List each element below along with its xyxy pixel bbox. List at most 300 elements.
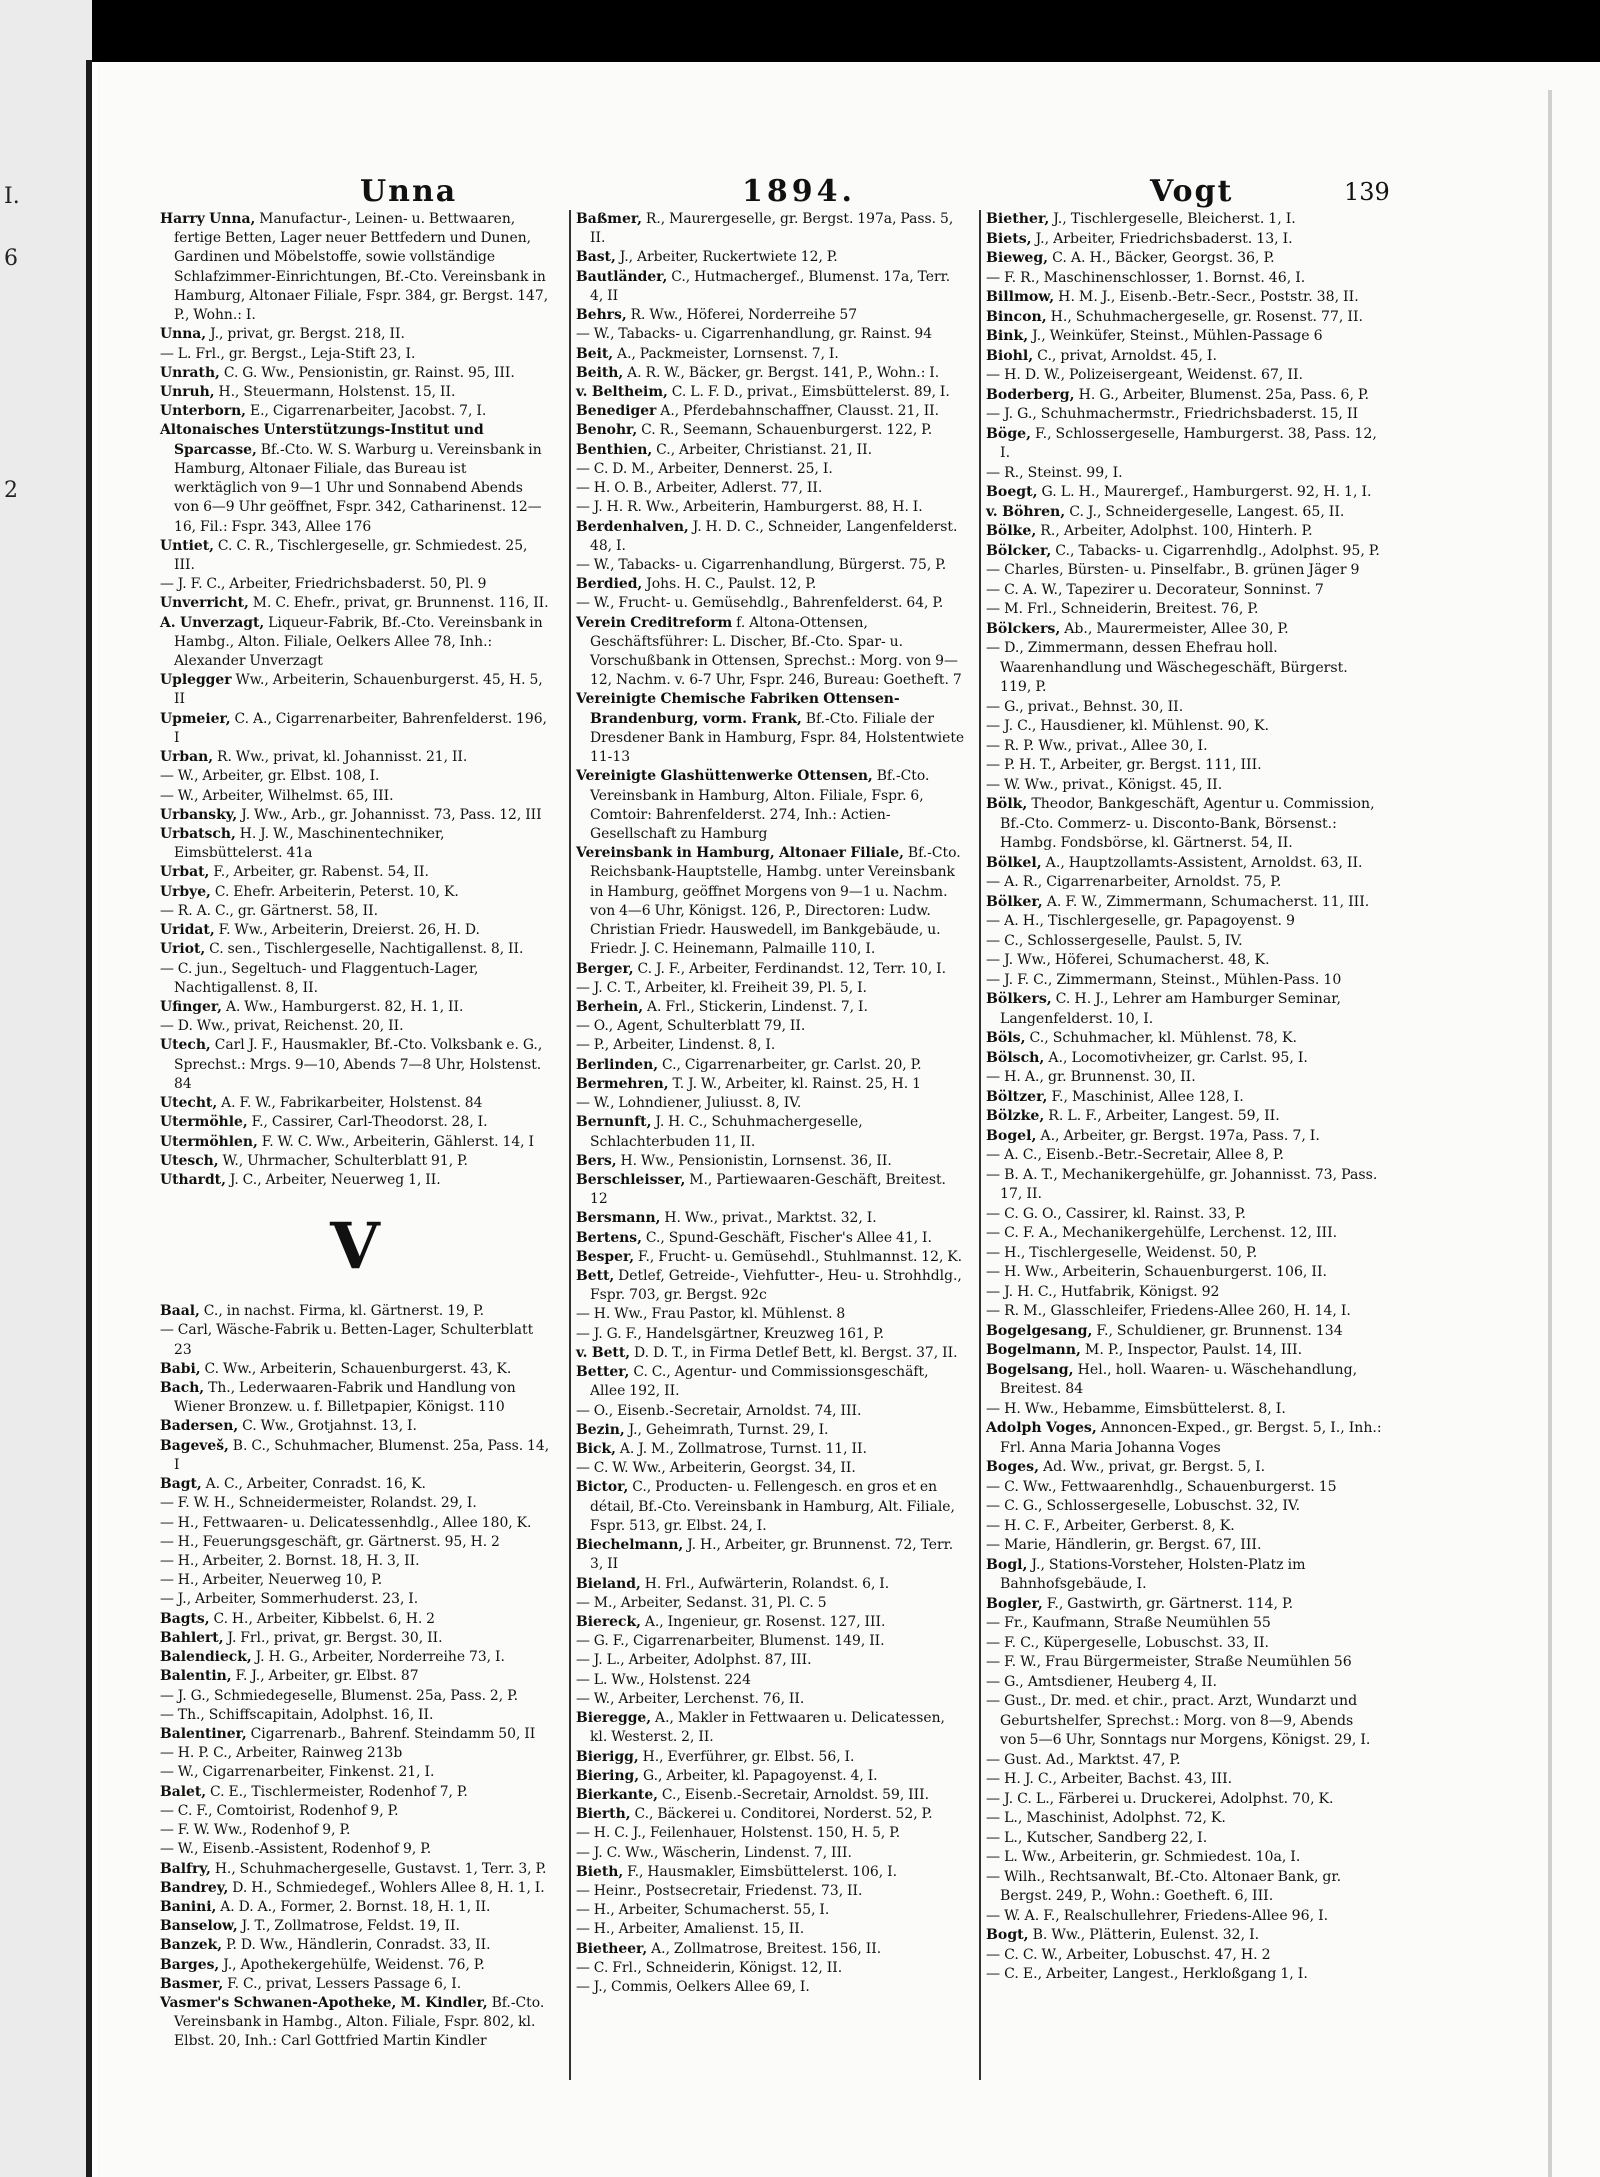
entry-name: Bogelgesang, <box>986 1322 1093 1339</box>
entry-details: — H. C. F., Arbeiter, Gerberst. 8, K. <box>986 1517 1235 1534</box>
entry-name: Banselow, <box>160 1918 238 1935</box>
directory-entry <box>576 1863 966 1882</box>
directory-entry <box>160 1514 550 1533</box>
entry-name: Banini, <box>160 1898 217 1915</box>
entry-details: F. W. C. Ww., Arbeiterin, Gählerst. 14, I <box>261 1133 534 1150</box>
entry-name: Altonaisches Unterstützungs-Institut und Sparcasse, <box>160 422 484 458</box>
directory-entry <box>576 518 966 556</box>
entry-details: — Wilh., Rechtsanwalt, Bf.-Cto. Altonaer Bank, gr. Bergst. 249, P., Wohn.: Goetheft. 6, III. <box>986 1868 1342 1904</box>
directory-entry <box>576 1632 966 1651</box>
entry-details: — J. H. R. Ww., Arbeiterin, Hamburgerst. 88, H. I. <box>576 499 923 516</box>
entry-name: v. Bett, <box>576 1344 631 1361</box>
directory-entry <box>986 990 1382 1029</box>
directory-entry <box>160 1017 550 1036</box>
entry-details: F. J., Arbeiter, gr. Elbst. 87 <box>235 1668 419 1685</box>
entry-details: — C. E., Arbeiter, Langest., Herkloßgang 1, I. <box>986 1966 1308 1982</box>
directory-entry <box>986 737 1382 757</box>
entry-name: Biohl, <box>986 347 1034 364</box>
column-3 <box>986 210 1382 1985</box>
directory-entry <box>576 1671 966 1690</box>
entry-details: A., Pferdebahnschaffner, Clausst. 21, II. <box>660 403 940 420</box>
scan-border-top <box>0 0 1600 62</box>
directory-entry <box>160 1437 550 1475</box>
entry-details: Detlef, Getreide-, Viehfutter-, Heu- u. Strohhdlg., Fspr. 703, gr. Bergst. 92c <box>590 1268 962 1304</box>
entry-details: — O., Agent, Schulterblatt 79, II. <box>576 1018 806 1035</box>
entry-details: Ad. Ww., privat, gr. Bergst. 5, I. <box>1042 1459 1266 1475</box>
directory-entry <box>576 1940 966 1959</box>
page-right-edge <box>1548 90 1552 2177</box>
directory-entry <box>986 912 1382 932</box>
entry-details: R. Ww., Höferei, Norderreihe 57 <box>630 307 858 324</box>
directory-entry <box>576 594 966 613</box>
entry-details: — Heinr., Postsecretair, Friedenst. 73, II. <box>576 1883 863 1900</box>
entry-details: C. Ww., Grotjahnst. 13, I. <box>242 1418 417 1435</box>
entry-name: Biereck, <box>576 1613 641 1630</box>
entry-name: Behrs, <box>576 307 627 324</box>
directory-entry <box>986 1283 1382 1303</box>
directory-entry <box>160 1094 550 1113</box>
directory-entry <box>160 863 550 882</box>
directory-entry <box>160 421 550 536</box>
directory-entry <box>576 460 966 479</box>
entry-details: — H. Ww., Hebamme, Eimsbüttelerst. 8, I. <box>986 1400 1286 1417</box>
directory-entry <box>160 575 550 594</box>
margin-mark: 2 <box>4 478 18 503</box>
entry-details: C., in nachst. Firma, kl. Gärtnerst. 19, P. <box>203 1303 485 1320</box>
entry-details: H., Everführer, gr. Elbst. 56, I. <box>642 1748 855 1765</box>
directory-entry <box>160 1975 550 1994</box>
entry-name: Bach, <box>160 1380 205 1397</box>
directory-entry <box>576 690 966 767</box>
directory-entry <box>160 787 550 806</box>
entry-name: Bölsch, <box>986 1049 1045 1066</box>
directory-entry <box>160 1725 550 1744</box>
entry-details: Annoncen-Exped., gr. Bergst. 5, I., Inh.: Frl. Anna Maria Johanna Voges <box>1000 1420 1382 1456</box>
entry-name: Bagt, <box>160 1476 202 1493</box>
entry-name: v. Beltheim, <box>576 383 668 400</box>
entry-name: Bölk, <box>986 796 1028 812</box>
directory-entry <box>576 498 966 517</box>
directory-entry <box>986 893 1382 913</box>
directory-entry <box>160 940 550 959</box>
entry-details: — J. L., Arbeiter, Adolphst. 87, III. <box>576 1652 812 1669</box>
directory-entry <box>576 1363 966 1401</box>
entry-details: — C. jun., Segeltuch- und Flaggentuch-Lager, Nachtigallenst. 8, II. <box>160 960 479 996</box>
entry-name: Urbatsch, <box>160 826 236 842</box>
entry-details: Bf.-Cto. Filiale der Dresdener Bank in Hamburg, Fspr. 84, Holstentwiete 11-13 <box>590 710 965 766</box>
entry-details: C., Eisenb.-Secretair, Arnoldst. 59, III. <box>661 1786 930 1803</box>
entry-details: A. Ww., Hamburgerst. 82, H. 1, II. <box>225 998 464 1015</box>
entry-details: — L. Ww., Arbeiterin, gr. Schmiedest. 10a, I. <box>986 1849 1301 1865</box>
entry-name: Benohr, <box>576 422 638 439</box>
entry-name: Böltzer, <box>986 1088 1048 1105</box>
entry-name: Bink, <box>986 328 1029 344</box>
directory-entry <box>986 932 1382 952</box>
directory-entry <box>986 1517 1382 1537</box>
entry-details: — J. G., Schmiedegeselle, Blumenst. 25a, Pass. 2, P. <box>160 1687 519 1704</box>
entry-details: — C. W. Ww., Arbeiterin, Georgst. 34, II. <box>576 1460 856 1477</box>
entry-name: Böge, <box>986 425 1032 442</box>
entry-details: C. Ww., Arbeiterin, Schauenburgerst. 43, K. <box>204 1360 512 1377</box>
directory-entry <box>986 1400 1382 1420</box>
entry-name: Bogel, <box>986 1127 1037 1144</box>
entry-details: A., Arbeiter, gr. Bergst. 197a, Pass. 7, I. <box>1040 1127 1320 1144</box>
entry-name: Vereinsbank in Hamburg, Altonaer Filiale, <box>576 845 904 862</box>
directory-entry <box>160 1936 550 1955</box>
directory-entry <box>986 1322 1382 1342</box>
entry-name: Harry Unna, <box>160 211 256 227</box>
entry-name: Bandrey, <box>160 1879 229 1896</box>
directory-entry <box>576 1844 966 1863</box>
entry-details: H. G., Arbeiter, Blumenst. 25a, Pass. 6, P. <box>1078 386 1370 403</box>
directory-entry <box>986 1478 1382 1498</box>
entry-details: A. C., Arbeiter, Conradst. 16, K. <box>205 1476 426 1493</box>
entry-details: — W., Cigarrenarbeiter, Finkenst. 21, I. <box>160 1764 435 1781</box>
entry-details: — B. A. T., Mechanikergehülfe, gr. Johannisst. 73, Pass. 17, II. <box>986 1166 1378 1202</box>
column-rule <box>569 210 571 2080</box>
entry-details: J. H., Arbeiter, gr. Brunnenst. 72, Terr. 3, II <box>590 1537 954 1573</box>
directory-entry <box>986 522 1382 542</box>
entry-name: Badersen, <box>160 1418 239 1435</box>
directory-entry <box>986 717 1382 737</box>
directory-entry <box>986 1166 1382 1205</box>
directory-entry <box>986 873 1382 893</box>
directory-entry <box>160 1379 550 1417</box>
entry-name: Urban, <box>160 749 214 766</box>
entry-name: Bölkel, <box>986 854 1042 871</box>
directory-entry <box>160 1302 550 1321</box>
entry-name: Berdenhalven, <box>576 518 689 535</box>
entry-details: B. C., Schuhmacher, Blumenst. 25a, Pass. 14, I <box>174 1437 550 1473</box>
entry-details: — H. A., gr. Brunnenst. 30, II. <box>986 1069 1196 1085</box>
directory-entry <box>576 1075 966 1094</box>
directory-entry <box>986 1088 1382 1108</box>
entry-name: Urbansky, <box>160 806 238 823</box>
directory-entry <box>160 1763 550 1782</box>
entry-name: Bölke, <box>986 523 1037 539</box>
entry-name: Balfry, <box>160 1860 211 1877</box>
directory-entry <box>986 1341 1382 1361</box>
directory-entry <box>986 503 1382 523</box>
entry-name: Bieth, <box>576 1863 624 1880</box>
entry-details: — W. Ww., privat., Königst. 45, II. <box>986 776 1223 793</box>
directory-entry <box>576 1920 966 1939</box>
directory-entry <box>986 951 1382 971</box>
entry-details: Ab., Maurermeister, Allee 30, P. <box>1064 620 1289 637</box>
entry-name: Beit, <box>576 345 614 362</box>
entry-name: Verein Creditreform <box>576 614 733 631</box>
entry-details: f. Altona-Ottensen, Geschäftsführer: L. Discher, Bf.-Cto. Spar- u. Vorschußbank in Ottensen, Sprechst.: Morg. von 9—12, Nachm. v. 6-7 Uhr, Fspr. 246, Bureau: Goetheft. 7 <box>590 614 962 689</box>
directory-entry <box>576 248 966 267</box>
directory-entry <box>160 1994 550 2052</box>
entry-name: Utesch, <box>160 1152 219 1169</box>
entry-details: F., Arbeiter, gr. Rabenst. 54, II. <box>213 864 429 881</box>
directory-entry <box>576 1171 966 1209</box>
entry-details: — H., Tischlergeselle, Weidenst. 50, P. <box>986 1244 1258 1261</box>
entry-details: C., Cigarrenarbeiter, gr. Carlst. 20, P. <box>661 1056 922 1073</box>
entry-name: Berschleisser, <box>576 1171 686 1188</box>
entry-name: Beith, <box>576 364 624 381</box>
entry-details: — H., Fettwaaren- u. Delicatessenhdlg., Allee 180, K. <box>160 1514 532 1531</box>
directory-entry <box>160 1321 550 1359</box>
entry-name: Urbat, <box>160 864 210 881</box>
directory-entry <box>986 1653 1382 1673</box>
entry-details: — Gust., Dr. med. et chir., pract. Arzt, Wundarzt und Geburtshelfer, Sprechst.: Morg. von 8—9, Abends von 5—6 Uhr, Sonntags nur Morgens, Königst. 29, I. <box>986 1693 1371 1748</box>
entry-details: — J. C., Hausdiener, kl. Mühlenst. 90, K. <box>986 718 1270 734</box>
directory-entry <box>160 748 550 767</box>
entry-details: — M. Frl., Schneiderin, Breitest. 76, P. <box>986 601 1259 617</box>
entry-details: C. G. Ww., Pensionistin, gr. Rainst. 95, III. <box>223 364 515 381</box>
directory-entry <box>986 327 1382 347</box>
directory-entry <box>986 249 1382 269</box>
entry-name: Bogt, <box>986 1927 1029 1943</box>
directory-entry <box>576 1152 966 1171</box>
entry-details: C., privat, Arnoldst. 45, I. <box>1037 347 1217 364</box>
entry-details: J., Apothekergehülfe, Weidenst. 76, P. <box>223 1956 485 1973</box>
directory-entry <box>160 902 550 921</box>
directory-entry <box>986 1673 1382 1693</box>
entry-name: Boderberg, <box>986 386 1075 403</box>
entry-details: Bf.-Cto. Reichsbank-Hauptstelle, Hambg. unter Vereinsbank in Hamburg, geöffnet Morgens von 9—1 u. Nachm. von 4—6 Uhr, Königst. 126, P., Directoren: Ludw. Christian Friedr. Hauswedell, im Bankgebäude, u. Friedr. J. C. Heinemann, Palmaille 110, I. <box>590 845 961 958</box>
entry-details: C., Producten- u. Fellengesch. en gros et en détail, Bf.-Cto. Vereinsbank in Hamburg, Alt. Filiale, Fspr. 513, gr. Elbst. 24, I. <box>590 1479 955 1534</box>
directory-entry <box>576 325 966 344</box>
directory-entry <box>160 1533 550 1552</box>
entry-details: — D. Ww., privat, Reichenst. 20, II. <box>160 1018 404 1035</box>
directory-entry <box>986 971 1382 991</box>
entry-name: Urbye, <box>160 883 211 900</box>
entry-details: — J., Commis, Oelkers Allee 69, I. <box>576 1979 810 1996</box>
page-binding-shadow <box>86 60 92 2177</box>
entry-name: Untiet, <box>160 537 214 554</box>
entry-details: — G., Amtsdiener, Heuberg 4, II. <box>986 1673 1217 1690</box>
entry-details: H., Schuhmachergeselle, gr. Rosenst. 77, II. <box>1050 308 1363 325</box>
directory-entry <box>576 1594 966 1613</box>
entry-details: H. Ww., privat., Marktst. 32, I. <box>664 1210 877 1227</box>
directory-entry <box>576 364 966 383</box>
directory-entry <box>986 1419 1382 1458</box>
entry-details: — L., Maschinist, Adolphst. 72, K. <box>986 1810 1226 1826</box>
directory-entry <box>160 883 550 902</box>
entry-details: F. C., privat, Lessers Passage 6, I. <box>227 1975 462 1992</box>
entry-details: — C. C. W., Arbeiter, Lobuschst. 47, H. 2 <box>986 1946 1271 1963</box>
entry-details: — Fr., Kaufmann, Straße Neumühlen 55 <box>986 1615 1271 1631</box>
entry-details: A. D. A., Former, 2. Bornst. 18, H. 1, II. <box>220 1898 491 1915</box>
directory-entry <box>576 402 966 421</box>
page-number: 139 <box>1344 178 1390 206</box>
directory-entry <box>160 825 550 863</box>
directory-entry <box>160 325 550 344</box>
entry-details: C., Bäckerei u. Conditorei, Norderst. 52, P. <box>634 1806 933 1823</box>
directory-entry <box>576 1017 966 1036</box>
directory-entry <box>576 1786 966 1805</box>
entry-details: A., Zollmatrose, Breitest. 156, II. <box>651 1940 882 1957</box>
entry-details: — A. R., Cigarrenarbeiter, Arnoldst. 75, P. <box>986 874 1282 890</box>
directory-entry <box>986 1049 1382 1069</box>
entry-details: — C. A. W., Tapezirer u. Decorateur, Sonninst. 7 <box>986 581 1324 598</box>
entry-name: Utermöhlen, <box>160 1133 258 1150</box>
directory-entry <box>576 210 966 248</box>
entry-name: Unruh, <box>160 383 215 400</box>
entry-details: E., Cigarrenarbeiter, Jacobst. 7, I. <box>249 403 487 420</box>
directory-entry <box>160 1879 550 1898</box>
entry-details: A. F. W., Fabrikarbeiter, Holstenst. 84 <box>221 1095 483 1112</box>
entry-details: A. Frl., Stickerin, Lindenst. 7, I. <box>646 998 868 1015</box>
entry-details: — F. W. H., Schneidermeister, Rolandst. 29, I. <box>160 1495 477 1512</box>
directory-entry <box>986 1751 1382 1771</box>
directory-entry <box>986 386 1382 406</box>
entry-details: Bf.-Cto. W. S. Warburg u. Vereinsbank in Hamburg, Altonaer Filiale, das Bureau ist werktäglich von 9—1 Uhr und Sonnabend Abends von 6—9 Uhr geöffnet, Fspr. 342, Catharinenst. 12—16, Fil.: Fspr. 343, Allee 176 <box>174 441 542 535</box>
entry-name: Billmow, <box>986 289 1055 305</box>
directory-entry <box>986 483 1382 503</box>
directory-entry <box>576 1325 966 1344</box>
entry-name: Basmer, <box>160 1975 224 1992</box>
directory-entry <box>160 594 550 613</box>
entry-details: — H. Ww., Frau Pastor, kl. Mühlenst. 8 <box>576 1306 846 1323</box>
entry-details: R. Ww., privat, kl. Johannisst. 21, II. <box>217 749 468 766</box>
directory-entry <box>986 425 1382 464</box>
entry-name: Bölzke, <box>986 1108 1045 1124</box>
directory-entry <box>160 806 550 825</box>
entry-details: C., Hutmachergef., Blumenst. 17a, Terr. 4, II <box>590 268 951 304</box>
entry-details: — J. G., Schuhmachermstr., Friedrichsbaderst. 15, II <box>986 406 1359 422</box>
entry-details: — W., Arbeiter, gr. Elbst. 108, I. <box>160 768 380 785</box>
entry-name: Böls, <box>986 1030 1026 1046</box>
entry-name: Balet, <box>160 1783 207 1800</box>
entry-details: — H., Arbeiter, Neuerweg 10, P. <box>160 1572 383 1589</box>
directory-entry <box>160 1898 550 1917</box>
entry-name: Vereinigte Glashüttenwerke Ottensen, <box>576 768 873 785</box>
directory-entry <box>160 1417 550 1436</box>
directory-entry <box>986 210 1382 230</box>
entry-details: — H., Arbeiter, 2. Bornst. 18, H. 3, II. <box>160 1553 420 1569</box>
directory-entry <box>986 405 1382 425</box>
entry-details: Hel., holl. Waaren- u. Wäschehandlung, Breitest. 84 <box>1000 1361 1358 1397</box>
previous-page-edge <box>0 0 92 2177</box>
entry-details: C., Spund-Geschäft, Fischer's Allee 41, I. <box>645 1229 932 1246</box>
directory-entry <box>576 1613 966 1632</box>
directory-entry <box>160 1706 550 1725</box>
directory-entry <box>986 1205 1382 1225</box>
entry-details: D. D. T., in Firma Detlef Bett, kl. Bergst. 37, II. <box>634 1344 958 1361</box>
entry-details: H. Ww., Pensionistin, Lornsenst. 36, II. <box>620 1152 892 1169</box>
entry-name: Bogelmann, <box>986 1342 1081 1358</box>
entry-details: — Th., Schiffscapitain, Adolphst. 16, II. <box>160 1706 434 1723</box>
entry-details: J., privat, gr. Bergst. 218, II. <box>210 326 405 343</box>
entry-name: Bieregge, <box>576 1710 652 1727</box>
entry-name: Better, <box>576 1364 630 1381</box>
entry-details: — R. M., Glasschleifer, Friedens-Allee 260, H. 14, I. <box>986 1303 1351 1319</box>
directory-entry <box>576 1901 966 1920</box>
entry-details: — L., Kutscher, Sandberg 22, I. <box>986 1829 1208 1846</box>
directory-entry <box>576 1229 966 1248</box>
entry-details: C. sen., Tischlergeselle, Nachtigallenst. 8, II. <box>209 941 524 958</box>
directory-entry <box>576 1440 966 1459</box>
entry-name: Unverricht, <box>160 595 249 612</box>
entry-name: Bezin, <box>576 1421 625 1438</box>
entry-name: Baal, <box>160 1303 200 1320</box>
entry-name: Bölkers, <box>986 991 1052 1007</box>
directory-entry <box>160 921 550 940</box>
entry-name: Bick, <box>576 1441 616 1457</box>
entry-details: J. H. C., Schuhmachergeselle, Schlachterbuden 11, II. <box>590 1114 863 1150</box>
entry-name: Bieland, <box>576 1575 641 1592</box>
directory-entry <box>986 1497 1382 1517</box>
directory-entry <box>576 1209 966 1228</box>
entry-name: A. Unverzagt, <box>160 614 265 631</box>
directory-entry <box>576 1651 966 1670</box>
directory-entry <box>576 844 966 959</box>
entry-details: H. M. J., Eisenb.-Betr.-Secr., Poststr. 38, II. <box>1058 289 1359 305</box>
entry-details: — H. D. W., Polizeisergeant, Weidenst. 67, II. <box>986 367 1303 383</box>
directory-entry <box>576 1459 966 1478</box>
directory-entry <box>160 210 550 325</box>
entry-name: Uridat, <box>160 922 215 939</box>
margin-mark: I. <box>4 184 20 209</box>
entry-details: — C. Frl., Schneiderin, Königst. 12, II. <box>576 1959 843 1976</box>
directory-entry <box>986 854 1382 874</box>
entry-details: J. H. D. C., Schneider, Langenfelderst. 48, I. <box>590 518 958 554</box>
entry-details: C. Ehefr. Arbeiterin, Peterst. 10, K. <box>214 883 459 900</box>
column-2 <box>576 210 966 1997</box>
directory-entry <box>986 464 1382 484</box>
directory-entry <box>576 1978 966 1997</box>
entry-name: Uriot, <box>160 941 206 958</box>
entry-details: J. Ww., Arb., gr. Johannisst. 73, Pass. 12, III <box>241 806 542 823</box>
entry-details: — H., Feuerungsgeschäft, gr. Gärtnerst. 95, H. 2 <box>160 1533 500 1550</box>
running-head-year: 1894. <box>742 174 856 209</box>
directory-entry <box>576 1402 966 1421</box>
entry-details: C. A. H., Bäcker, Georgst. 36, P. <box>1052 250 1275 266</box>
entry-details: — W. A. F., Realschullehrer, Friedens-Allee 96, I. <box>986 1907 1329 1924</box>
directory-entry <box>986 1068 1382 1088</box>
directory-entry <box>160 1783 550 1802</box>
directory-entry <box>986 288 1382 308</box>
entry-details: — R. P. Ww., privat., Allee 30, I. <box>986 737 1208 754</box>
column-rule <box>979 210 981 2080</box>
entry-name: Barges, <box>160 1956 220 1973</box>
entry-details: F., Schuldiener, gr. Brunnenst. 134 <box>1096 1322 1343 1339</box>
directory-entry <box>576 345 966 364</box>
entry-details: M. P., Inspector, Paulst. 14, III. <box>1084 1342 1303 1358</box>
directory-entry <box>986 776 1382 796</box>
entry-details: P. D. Ww., Händlerin, Conradst. 33, II. <box>225 1937 491 1954</box>
entry-details: — W., Tabacks- u. Cigarrenhandlung, gr. Rainst. 94 <box>576 326 933 343</box>
entry-details: — M., Arbeiter, Sedanst. 31, Pl. C. 5 <box>576 1594 827 1611</box>
entry-details: A., Ingenieur, gr. Rosenst. 127, III. <box>644 1613 886 1630</box>
v-entries <box>160 1302 550 2052</box>
directory-entry <box>986 1029 1382 1049</box>
entry-details: — J. C. T., Arbeiter, kl. Freiheit 39, Pl. 5, I. <box>576 979 867 996</box>
entry-name: Bieweg, <box>986 250 1049 266</box>
entry-name: Bictor, <box>576 1479 629 1496</box>
directory-entry <box>986 1556 1382 1595</box>
entry-details: W., Uhrmacher, Schulterblatt 91, P. <box>222 1152 468 1169</box>
directory-entry <box>576 1805 966 1824</box>
entry-details: M., Partiewaaren-Geschäft, Breitest. 12 <box>590 1171 946 1208</box>
directory-entry <box>160 1113 550 1132</box>
directory-entry <box>986 1244 1382 1264</box>
entry-details: C. E., Tischlermeister, Rodenhof 7, P. <box>210 1783 468 1800</box>
entry-details: C. H., Arbeiter, Kibbelst. 6, H. 2 <box>213 1610 436 1627</box>
entry-name: Berhein, <box>576 998 644 1015</box>
entry-name: Babi, <box>160 1360 201 1377</box>
entry-name: Vereinigte Chemische Fabriken Ottensen-Brandenburg, vorm. Frank, <box>576 691 900 727</box>
directory-entry <box>986 1692 1382 1751</box>
entry-name: Bagts, <box>160 1610 210 1627</box>
entry-details: F., Gastwirth, gr. Gärtnerst. 114, P. <box>1046 1595 1294 1612</box>
directory-entry <box>986 1770 1382 1790</box>
entry-details: T. J. W., Arbeiter, kl. Rainst. 25, H. 1 <box>672 1075 921 1092</box>
